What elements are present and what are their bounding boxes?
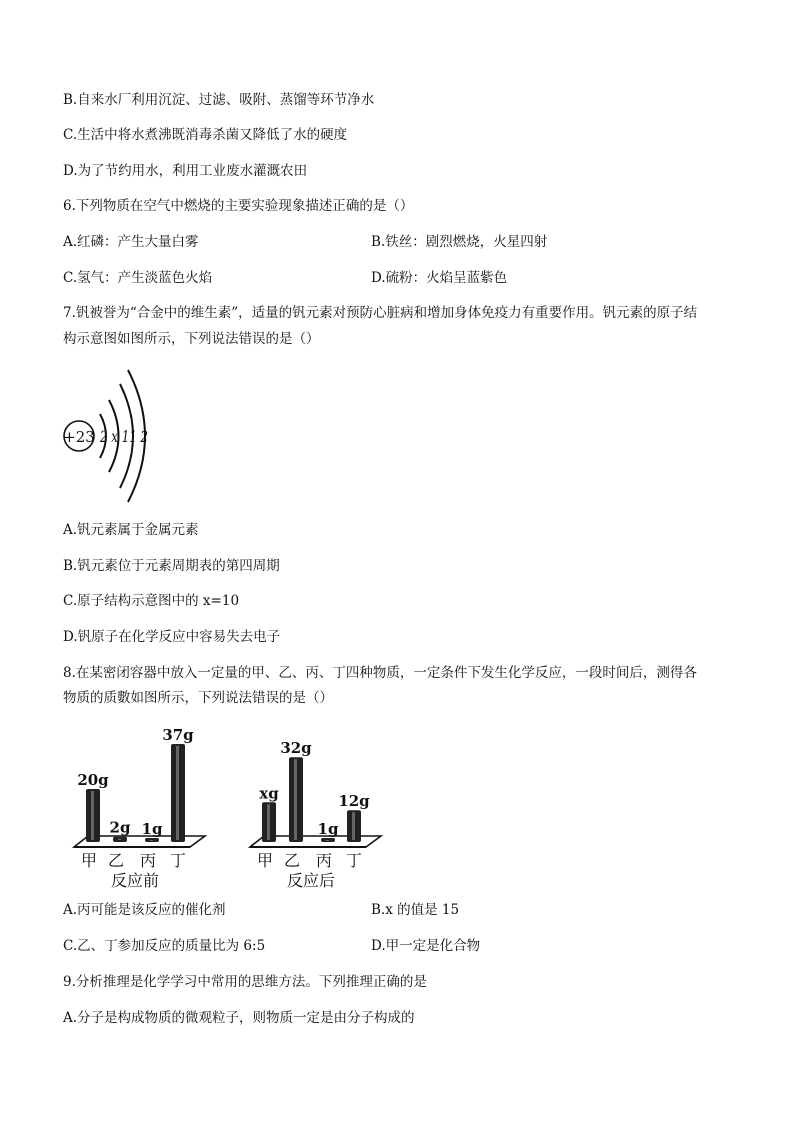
question-7-line2: 构示意图如图所示，下列说法错误的是（）	[63, 331, 320, 347]
bar-highlight-1	[267, 804, 270, 840]
bar-chart-before-reaction	[60, 718, 210, 890]
option-7c: C.原子结构示意图中的 x=10	[63, 593, 240, 609]
option-7b: B.钒元素位于元素周期表的第四周期	[63, 558, 280, 574]
question-6: 6.下列物质在空气中燃烧的主要实验现象描述正确的是（）	[63, 198, 414, 214]
option-7d: D.钒原子在化学反应中容易失去电子	[63, 629, 281, 645]
data-label-4: 37g	[162, 725, 194, 744]
category-label-2: 乙	[107, 851, 125, 870]
option-8c: C.乙、丁参加反应的质量比为 6:5	[63, 938, 266, 954]
category-label-1: 甲	[256, 851, 274, 870]
option-6c: C.氢气：产生淡蓝色火焰	[63, 270, 213, 286]
option-5b: B.自来水厂利用沉淀、过滤、吸附、蒸馏等环节净水	[63, 92, 375, 108]
option-8a: A.丙可能是该反应的催化剂	[63, 902, 226, 918]
option-6b: B.铁丝：剧烈燃烧，火星四射	[371, 234, 548, 250]
category-label-3: 丙	[315, 851, 333, 870]
category-label-2: 乙	[283, 851, 301, 870]
nucleus-charge: +23	[63, 428, 95, 446]
question-8-line1: 8.在某密闭容器中放入一定量的甲、乙、丙、丁四种物质，一定条件下发生化学反应，一段时间后，测得各	[63, 665, 697, 681]
option-8b: B.x 的值是 15	[371, 902, 460, 918]
bar-highlight-2	[118, 839, 121, 840]
option-7a: A.钒元素属于金属元素	[63, 522, 199, 538]
category-label-3: 丙	[139, 851, 157, 870]
data-label-1: xg	[259, 784, 279, 803]
question-8-line2: 物质的质數如图所示，下列说法错误的是（）	[63, 690, 333, 706]
option-9a: A.分子是构成物质的微观粒子，则物质一定是由分子构成的	[63, 1010, 415, 1026]
option-6d: D.硫粉：火焰呈蓝紫色	[371, 270, 508, 286]
bar-highlight-2	[294, 759, 297, 840]
atom-structure-diagram	[60, 366, 170, 506]
bar-chart-after-reaction	[236, 718, 386, 890]
category-label-4: 丁	[345, 851, 363, 870]
question-7-line1: 7.钒被誉为“合金中的维生素”，适量的钒元素对预防心脏病和增加身体免疫力有重要作用。钒元素的原子结	[63, 305, 698, 321]
bar-highlight-1	[91, 791, 94, 840]
data-label-3: 1g	[317, 820, 339, 838]
data-label-1: 20g	[77, 771, 109, 789]
bar-highlight-4	[352, 812, 355, 840]
category-label-1: 甲	[80, 851, 98, 870]
chart-title: 反应后	[286, 871, 336, 890]
option-6a: A.红磷：产生大量白雾	[63, 234, 199, 250]
category-label-4: 丁	[169, 851, 187, 870]
option-5d: D.为了节约用水，利用工业废水灌溉农田	[63, 163, 308, 179]
data-label-4: 12g	[338, 792, 370, 811]
bar-highlight-4	[176, 746, 179, 840]
bar-highlight-3	[150, 840, 153, 841]
bar-highlight-3	[326, 840, 329, 841]
data-label-3: 1g	[141, 820, 163, 838]
option-5c: C.生活中将水煮沸既消毒杀菌又降低了水的硬度	[63, 127, 348, 143]
data-label-2: 32g	[280, 739, 312, 758]
shell-electron-counts: 2 x 11 2	[99, 427, 148, 446]
data-label-2: 2g	[109, 818, 131, 837]
option-8d: D.甲一定是化合物	[371, 938, 481, 954]
chart-title: 反应前	[110, 871, 160, 890]
question-9: 9.分析推理是化学学习中常用的思维方法。下列推理正确的是	[63, 974, 427, 990]
